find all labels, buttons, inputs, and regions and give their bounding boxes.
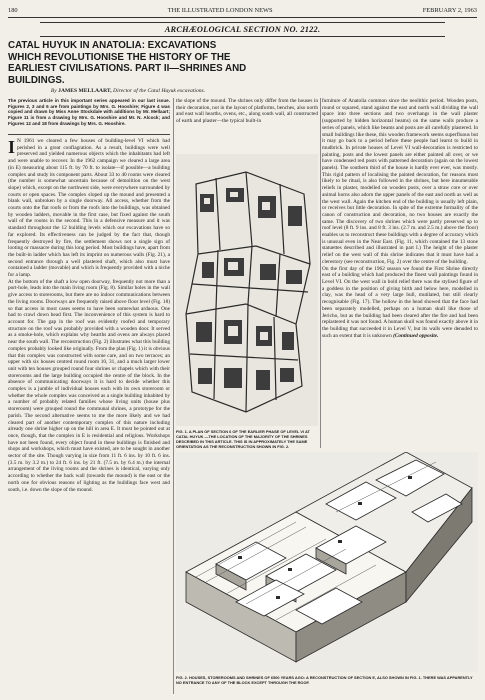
page-number: 180 — [8, 7, 18, 14]
isometric-reconstruction-drawing — [176, 452, 478, 672]
figure-1-caption: FIG. 1. A PLAN OF SECTION 6 OF THE EARLIER PHASE OF LEVEL VI AT CATAL HUYUK —THE LOCATION OF THE MAJORITY OF THE SHRINES DESCRIBED IN THIS ARTICLE. THIS IS IN APPROXIMATELY THE SAME ORIENTATION AS THE RECONSTRUCTION SHOWN IN FIG. 2. — [176, 429, 310, 449]
column-divider — [320, 98, 321, 448]
article-title: CATAL HUYUK IN ANATOLIA: EXCAVATIONS WHICH REVOLUTIONISE THE HISTORY OF THE EARLIEST CIVILISATIONS. PART II—SHRINES AND BUILDINGS. — [8, 40, 247, 86]
header-rule — [8, 17, 477, 18]
site-plan-drawing — [176, 154, 318, 426]
byline-prefix: By — [50, 88, 57, 94]
intro-rule — [8, 134, 170, 135]
byline — [8, 88, 248, 94]
author-role: Director of the Catal Huyuk excavations. — [113, 88, 206, 94]
drop-cap: I — [8, 138, 16, 157]
intro-paragraph: The previous article in this important series appeared in our last issue. Figures 2, 3 and 6 are from paintings by Mrs. G. Hooshire; Figure 4 was copied and drawn by Miss Anne Stockdale with additions by Mr. Mellaart; Figure 11 is from a drawing by Mrs. G. Hooshire and Mr. N. Alcock; and Figures 12 and 18 from drawings by Mrs. G. Hooshire. — [8, 98, 170, 126]
figure-1-plan — [176, 154, 318, 426]
body-column-2: the slope of the mound. The shrines only differ from the houses in their decoration, not in the layout of platforms, benches, also north and east wall hearths, ovens, etc., along south wall, all constructed of earth and plaster—the typical built-in — [176, 98, 318, 125]
page-header — [8, 6, 477, 15]
body-column-3 — [322, 98, 478, 446]
continued-note: (Continued opposite. — [393, 332, 439, 339]
figure-2-caption: FIG. 2. HOUSES, STOREROOMS AND SHRINES OF 6500 YEARS AGO: A RECONSTRUCTION OF SECTION E, ALSO SHOWN IN FIG. 1. THERE WAS APPARENTLY NO ENTRANCE TO ANY OF THE BLOCK EXCEPT THROUGH THE ROOF. — [176, 675, 473, 685]
section-banner: ARCHÆOLOGICAL SECTION NO. 2122. — [40, 22, 445, 37]
column-divider — [173, 98, 174, 694]
publication-name: THE ILLUSTRATED LONDON NEWS — [167, 7, 273, 14]
issue-date: FEBRUARY 2, 1963 — [422, 7, 477, 14]
body-text-1: N 1961 we cleared a few houses of building-level VI which had perished in a great conflagration. As a result, buildings were well preserved and yielded numerous objects which the inhabitants had left and were unable to recover. In the 1962 campaign we cleared a large area (in E) measuring about 115 ft. by 70 ft. to isolate—if possible—a building complex and study its component parts. About 33 to 40 rooms were cleared (the number is somewhat uncertain because of demolition on the west slope) which, except on the northwest side, were everywhere surrounded by courts or open spaces. The complex sloped up the mound and presented a blank wall, unbroken by a single doorway. All access, whether from the courts onto the flat roofs or from the roofs into the buildings, was obtained by wooden ladders, movable in the first case, but fixed against the south wall of the rooms in the second. This in a defensive measure and it was standard throughout the 12 building levels which our excavations have so far explored. Its effectiveness can be judged by the fact that, though frequently destroyed by fire, the settlement shows not a single sign of looting or massacre during this long period. Most buildings have, apart from the built-in ladder which has left its imprint on numerous walls (Fig. 21), a second entrance through a well plastered shaft, which also must have contained a ladder (movable) and which is frequently provided with a niche for a lamp. At the bottom of the shaft a low open doorway, frequently not more than a port-hole, leads into the main living room (Fig. 8). Similar holes in the wall give access to storerooms, but there are no indoor communications between the living rooms. Doorways are frequently raised above floor level (Fig. 18) so that access in most cases seems to have been somewhat arduous. One had to crawl down head first. The inconvenience of this system is hard to account for. The gap in the roof was evidently roofed and temporary structure on the roof was probably provided with a wooden door. It served as a smoke-hole, which explains why hearths and ovens are always placed near the south wall. The reconstruction (Fig. 2) illustrates what this building complex probably looked like originally. From the plan (Fig. 1) it is obvious that this complex was constructed with some care, and on two terraces; an upper with six houses centred round room 10, 31, and a much larger lower unit with ten houses grouped round four shrines or chapels which with their storerooms and the large building occupied the centre of the block. In the absence of communicating doorways it is hard to decide whether this complex is a jumble of individual houses each with its own storeroom or whether the whole complex was conceived as a single building inhabited by a number of probably related families whose living units (house plus storeroom) were grouped round the communal shrines, a prototype for the parish. The second alternative seems to me the more likely and we had cleared part of another contemporary complex of this nature including already one shrine higher up on the hill in area E. It must be pointed out at once, though, that the complex in E is residential and religious. Workshops have not been found, every object found in these buildings is finished and shops and workshops, which must have existed, are to be sought in another sector of the site. Though varying in size from 11 ft. 6 ins. by 10 ft. 6 ins. (3.5 m. by 3.2 m.) to 24 ft. 6 ins. by 21 ft. (7.5 m. by 6.4 m.) the internal arrangement of the living rooms and the shrines is identical, varying only according to whether the back wall (towards the mound) is the east or the north one for obvious reasons of lighting as the buildings face west and south, i.e. down the slope of the mound. — [8, 138, 170, 493]
figure-2-reconstruction — [176, 452, 478, 672]
body-text-3: furniture of Anatolia common since the neolithic period. Wooden posts, round or squared, stand against the east and north wall dividing the wall space into three sections and two overhangs in the wall plaster (supported by hidden horizontal beams) on the same walls produce a series of panels, which like beams and posts are all carefully plastered. In small buildings like these, this wooden framework seems superfluous but it may go back to a period before these people had learnt to build in mudbrick. In private houses of Level VI wall-decoration is restricted to painting, posts and the lowest panels are either painted all over, or we have condensed red posts with patterned decoration (again on the lowest panels). The southern third of the house is hardly ever ever, was mostly. This rigid pattern of localising the painted decoration, for reasons most likely to be ritual, is also followed in the shrines, but here innumerable reliefs in plaster, modelled on wooden posts, over a straw core or over animal horns also adorn the upper panels of the east and north as well as the west wall. Again the kitchen end of the building is usually left plain, or receives but little decoration. In spite of the extreme formality of the canon of construction and decoration, no two houses are exactly the same. The discovery of two shrines which were partly preserved up to roof level (8 ft. 9 ins. and 8 ft. 3 ins. (2.7 m. and 2.5 m.) above the floor) enables us to reconstruct these buildings with a degree of accuracy which is unusual even in the Near East. (Fig. 11, which contained the 13 stone statuettes described and illustrated in part I.) The height of the plaster relief on the west wall of this shrine indicates that it must have had a clerestory (see reconstruction, Fig. 2) over the centre of the building. On the first day of the 1962 season we found the First Shrine directly east of a building which had produced the finest wall paintings found in Level VI. On the west wall in bold relief there was the stylised figure of a goddess in the position of giving birth and below here, modelled in clay, was the head of a very large bull, mutilated, but still clearly recognisable (Fig. 17). The hollow in the head showed that the face had been separately modelled, perhaps on a human skull like those of Jericho, but as the building had been cleared after the fire and had been replastered it was not found. A human skull was found exactly above it in the building that succeeded it in Level V, but its walls were denuded to such an extent that it is unknown — [322, 98, 478, 339]
body-column-1 — [8, 138, 170, 694]
author-name: JAMES MELLAART, — [58, 88, 112, 94]
